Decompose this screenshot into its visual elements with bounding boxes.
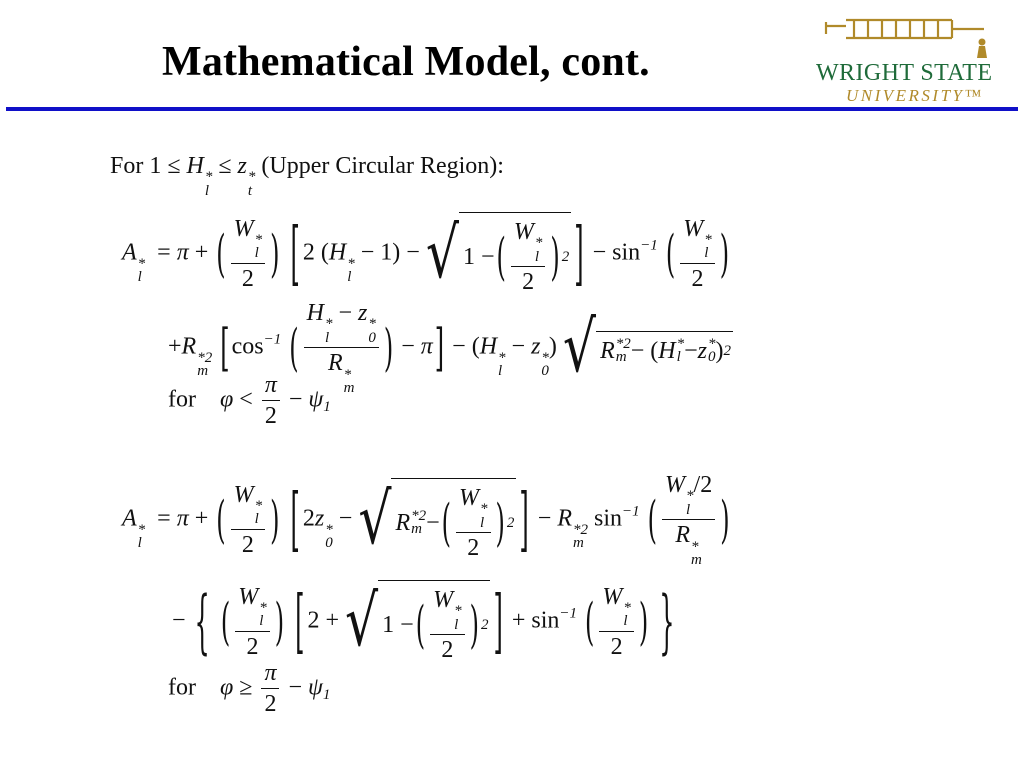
logo-subtitle: UNIVERSITY™ <box>846 86 984 105</box>
equation-1-line-1: A * l = π + ( W * l 2 ) [ 2 (H * l − 1) − √ 1 − ( W * l 2 ) 2 ] − $\sin^{-1}$ ( W * l 2 ) <box>122 213 730 296</box>
equation-2-condition: for φ ≥ $\frac{\pi}{2}$ − $\psi_1$ <box>168 660 331 718</box>
equation-2-line-2: − { ( W * l 2 ) [ 2 + √ 1 − ( W * l 2 ) 2 ] + $\sin^{-1}$ ( W * l 2 ) } <box>172 581 675 664</box>
equation-1-condition: for φ < $\frac{\pi}{2}$ − $\psi_1$ <box>168 372 331 430</box>
university-logo <box>812 12 1012 104</box>
region-condition: For 1 ≤ H * l ≤ z * t (Upper Circular Region): <box>110 153 504 199</box>
page-title: Mathematical Model, cont. <box>162 39 650 85</box>
equation-2-line-1: A * l = π + ( W * l 2 ) [ 2z * 0 − √ R *2 m − ( W * l 2 ) 2 ] − R *2 m $\sin^{-1}$ ( W * l /2 R * m ) <box>122 472 730 569</box>
condition-suffix: (Upper Circular Region): <box>255 153 504 179</box>
for-label-2: for <box>168 674 196 701</box>
equation-1-line-2: +R *2 m [$\cos^{-1}$ ( H * l − z * 0 R * m ) − π] − (H * l − z * 0 ) √ R *2 m − ( H * l − z * 0 ) 2 <box>168 300 731 397</box>
for-label-1: for <box>168 386 196 413</box>
logo-name: WRIGHT STATE <box>816 60 993 86</box>
condition-prefix: For 1 ≤ <box>110 153 187 179</box>
wright-flyer-icon <box>812 12 1012 60</box>
title-rule <box>6 107 1018 111</box>
